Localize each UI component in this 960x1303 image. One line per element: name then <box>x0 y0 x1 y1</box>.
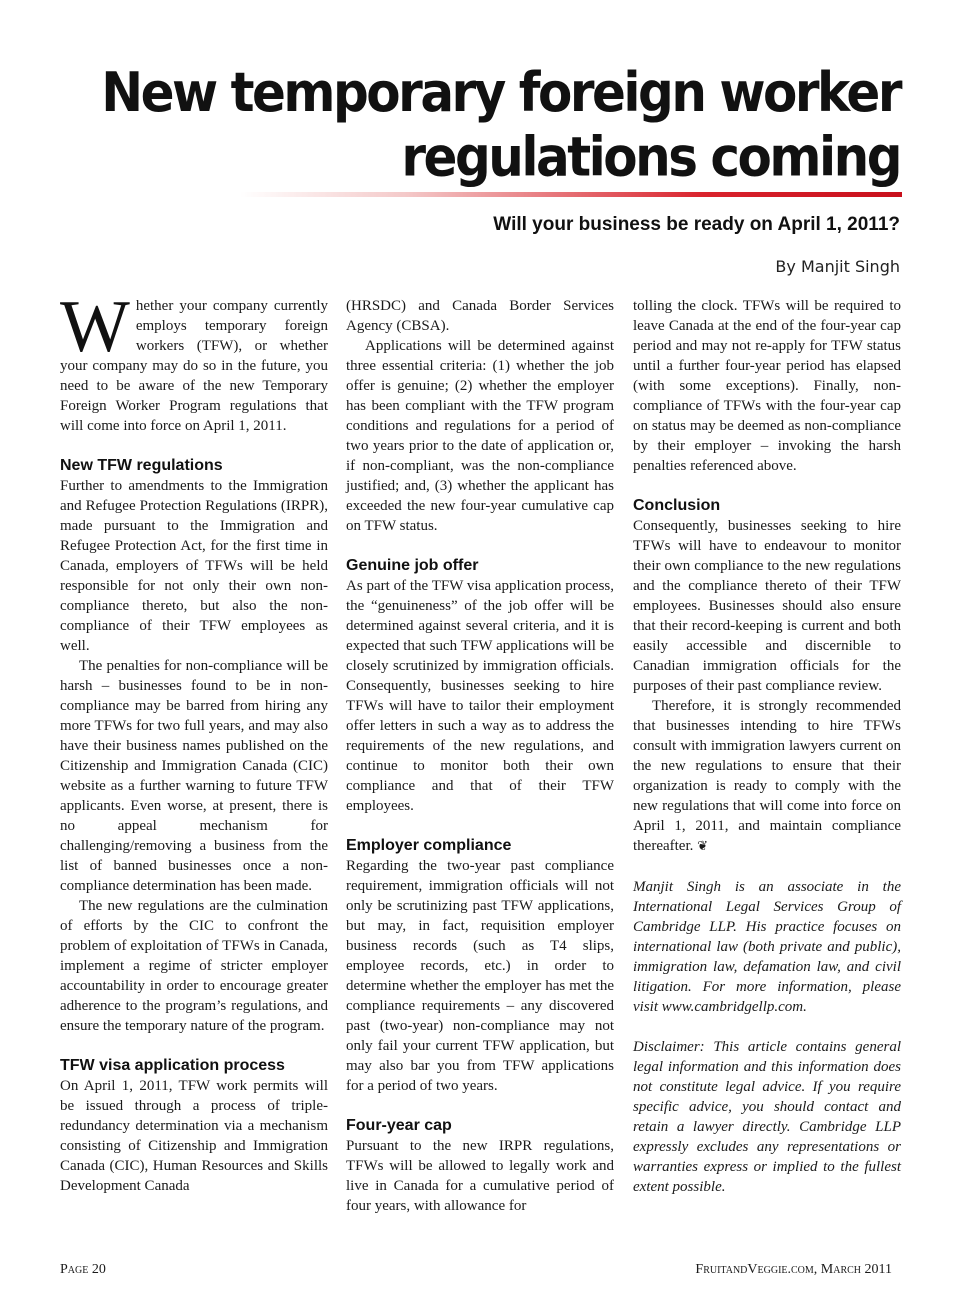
paragraph: (HRSDC) and Canada Border Services Agency (CBSA). <box>346 298 614 334</box>
heading-tfw-visa-application-process: TFW visa application process <box>60 1057 285 1074</box>
column-3 <box>633 296 901 1197</box>
publication-footer: FruitandVeggie.com, March 2011 <box>695 1262 892 1277</box>
intro-paragraph <box>60 286 328 436</box>
paragraph: Consequently, businesses seeking to hire TFWs will have to endeavour to monitor their own compliance to the new regulations and the compliance thereto of their TFW employees. Businesses should also ensure that their record-keeping is current and both easily accessible and discernible to Canadian immigration officials for the purposes of their past compliance review. <box>633 518 901 694</box>
heading-new-tfw-regulations: New TFW regulations <box>60 457 223 474</box>
paragraph: On April 1, 2011, TFW work permits will be issued through a process of triple-redundancy determination via a mechanism consisting of Citizenship and Immigration Canada (CIC), Human Resources and Skills Development Canada <box>60 1078 328 1194</box>
intro-text: hether your company currently employs temporary foreign workers (TFW), or whether your company may do so in the future, you need to be aware of the new Temporary Foreign Worker Program regulations that will come into force on April 1, 2011. <box>60 298 328 434</box>
article-byline: By Manjit Singh <box>775 257 900 276</box>
paragraph: tolling the clock. TFWs will be required to leave Canada at the end of the four-year cap period and may not re-apply for TFW status until a further four-year period has elapsed (with some exceptions). Finally, non-compliance of TFWs with the four-year cap on status may be deemed as non-compliance by their employer – invoking the harsh penalties referenced above. <box>633 298 901 474</box>
paragraph: The new regulations are the culmination of efforts by the CIC to confront the problem of exploitation of TFWs in Canada, implement a regime of stricter employer accountability in order to encourage greater adherence to the program’s regulations, and ensure the temporary nature of the program. <box>60 898 328 1034</box>
title-divider <box>240 192 902 197</box>
disclaimer: Disclaimer: This article contains general legal information and this information does not constitute legal advice. If you require specific advice, you should contact and retain a lawyer directly. Cambridge LLP expressly excludes any representations or warranties express or implied to the fullest extent possible. <box>633 1039 901 1195</box>
spacer <box>633 1017 901 1037</box>
end-mark-icon: ❦ <box>697 839 709 854</box>
column-2 <box>346 296 614 1216</box>
title-line-1: New temporary foreign worker <box>101 61 900 124</box>
paragraph: As part of the TFW visa application process, the “genuineness” of the job offer will be determined against several criteria, and it is expected that such TFW applications will be closely scrutinized by immigration officials. Consequently, businesses seeking to hire TFWs will have to tailor their employment offer letters in such a way as to address the requirements of the new regulations, and continue to monitor both their own compliance and that of their TFW employees. <box>346 578 614 814</box>
paragraph: Further to amendments to the Immigration and Refugee Protection Regulations (IRPR), made pursuant to the Immigration and Refugee Protection Act, for the first time in Canada, employers of TFWs will be held responsible for not only their own non-compliance thereto, but also the non-compliance of their TFW employees as well. <box>60 478 328 654</box>
heading-conclusion: Conclusion <box>633 497 721 514</box>
drop-cap: W <box>60 286 130 368</box>
spacer <box>633 857 901 877</box>
paragraph: Pursuant to the new IRPR regulations, TFWs will be allowed to legally work and live in Canada for a cumulative period of four years, with allowance for <box>346 1138 614 1214</box>
page-number: Page 20 <box>60 1262 106 1277</box>
article-title <box>100 60 900 190</box>
heading-employer-compliance: Employer compliance <box>346 837 512 854</box>
title-line-2: regulations coming <box>401 125 900 189</box>
paragraph <box>633 696 901 857</box>
paragraph: Applications will be determined against three essential criteria: (1) whether the job offer is genuine; (2) whether the employer has been compliant with the TFW program conditions and regulations for a period of two years prior to the date of application or, if non-compliant, was the non-compliance justified; and, (3) whether the applicant has exceeded the new four-year cumulative cap on TFW status. <box>346 338 614 534</box>
paragraph: Regarding the two-year past compliance requirement, immigration officials will not only be scrutinizing past TFW applications, but may, in fact, requisition employer business records (such as T4 slips, employee records, etc.) in order to determine whether the employer has met the compliance requirements – any discovered past (two-year) non-compliance may not only fail your current TFW application, but may also bar you from TFW applications for a period of two years. <box>346 858 614 1094</box>
closing-text: Therefore, it is strongly recommended that businesses intending to hire TFWs consult with immigration lawyers current on the new regulations to ensure that their organization is ready to comply with the new regulations that will come into force on April 1, 2011, and maintain compliance thereafter. <box>633 698 901 854</box>
article-subtitle: Will your business be ready on April 1, 2011? <box>493 214 900 235</box>
author-bio: Manjit Singh is an associate in the International Legal Services Group of Cambridge LLP. His practice focuses on international law (both private and public), immigration law, defamation law, and civil litigation. For more information, please visit www.cambridgellp.com. <box>633 879 901 1015</box>
paragraph: The penalties for non-compliance will be harsh – businesses found to be in non-compliance may be barred from hiring any more TFWs for two full years, and may also have their business names published on the Citizenship and Immigration Canada (CIC) website as a further warning to future TFW applicants. Even worse, at present, there is no appeal mechanism for challenging/removing a business from the list of banned businesses once a non-compliance determination has been made. <box>60 658 328 894</box>
heading-genuine-job-offer: Genuine job offer <box>346 557 479 574</box>
column-1 <box>60 286 328 1196</box>
heading-four-year-cap: Four-year cap <box>346 1117 452 1134</box>
